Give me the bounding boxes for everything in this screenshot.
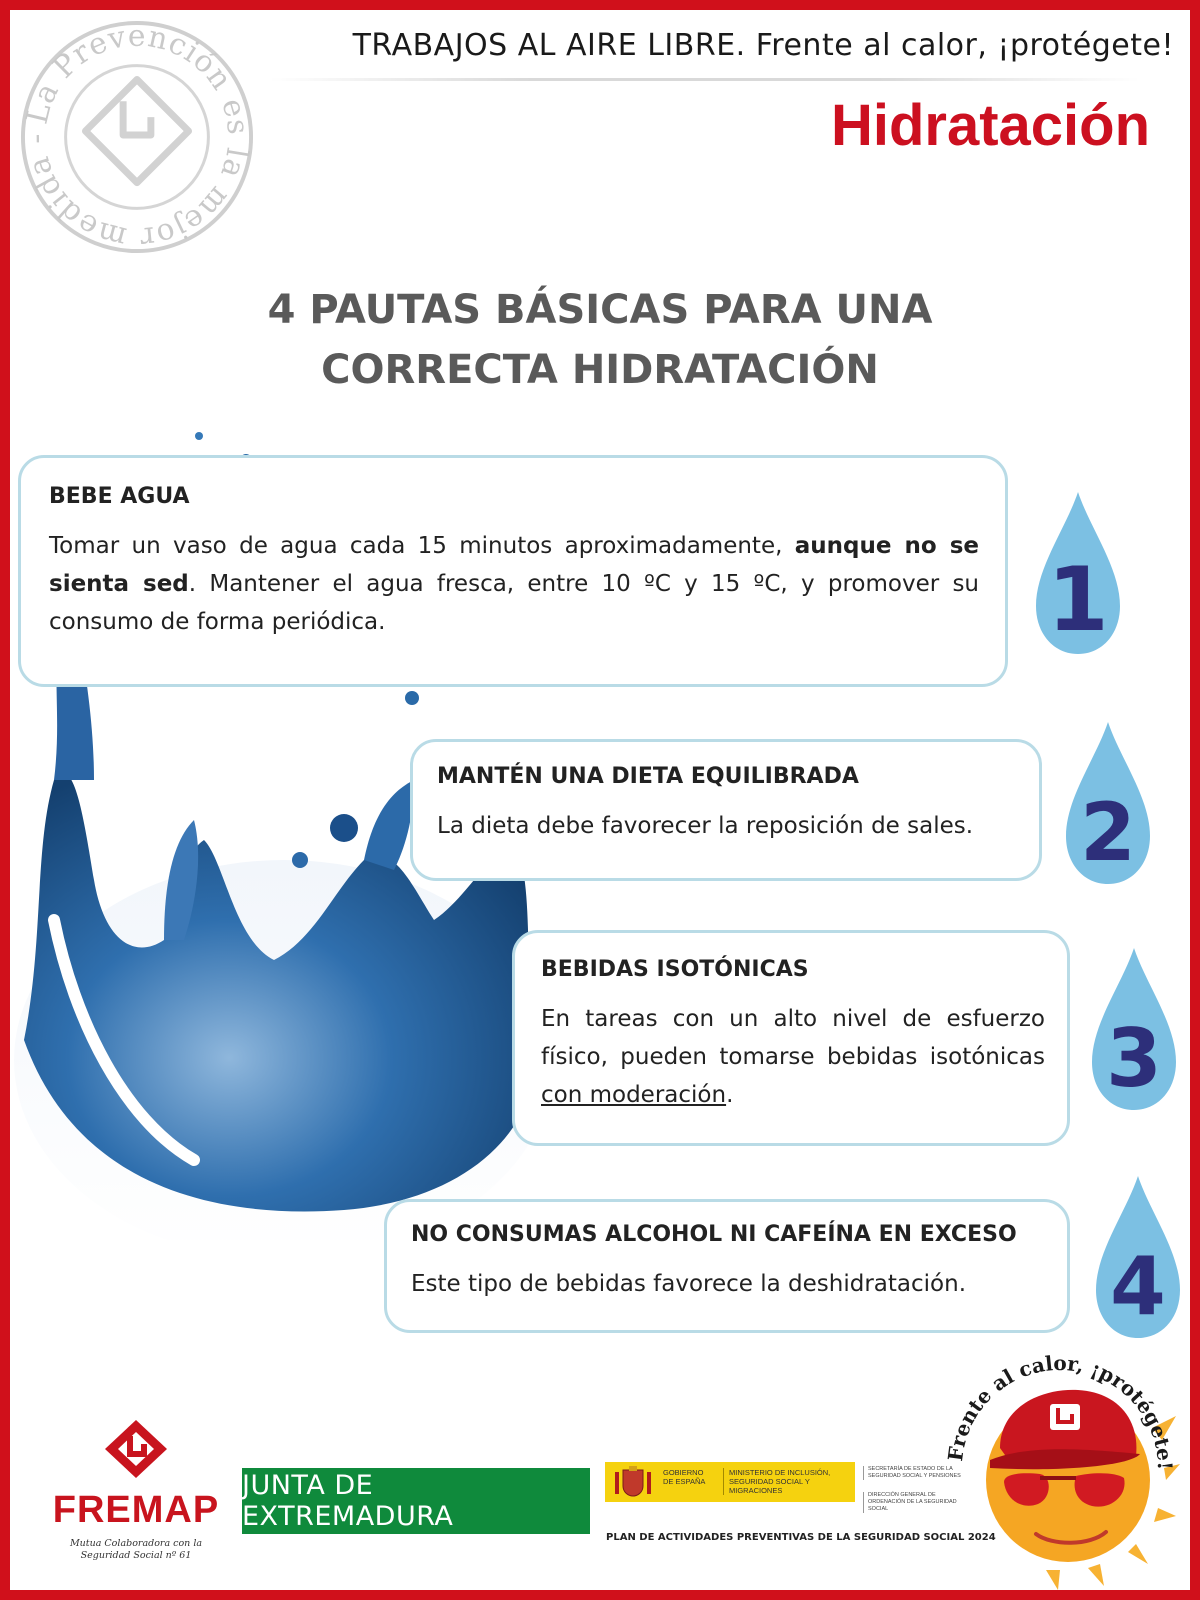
coat-of-arms-icon bbox=[613, 1466, 653, 1498]
guideline-text-3-underlined: con moderación bbox=[541, 1082, 727, 1108]
guideline-card-4 bbox=[384, 1199, 1070, 1333]
header-divider bbox=[270, 78, 1140, 81]
guideline-card-1 bbox=[18, 455, 1008, 687]
drop-number-3: 3 bbox=[1106, 1012, 1162, 1105]
guideline-title-2: MANTÉN UNA DIETA EQUILIBRADA bbox=[437, 764, 859, 789]
prevention-seal-icon bbox=[18, 18, 256, 256]
fremap-logo bbox=[46, 1418, 226, 1578]
guideline-text-1 bbox=[49, 527, 979, 641]
main-heading-line2: CORRECTA HIDRATACIÓN bbox=[321, 347, 879, 393]
direccion-text: DIRECCIÓN GENERAL DE ORDENACIÓN DE LA SEGURIDAD SOCIAL bbox=[863, 1492, 963, 1513]
drop-number-1: 1 bbox=[1047, 548, 1109, 651]
fremap-logo-icon bbox=[101, 1418, 171, 1480]
plan-actividades-text: PLAN DE ACTIVIDADES PREVENTIVAS DE LA SEGURIDAD SOCIAL 2024 bbox=[606, 1532, 996, 1543]
ministerio-text: MINISTERIO DE INCLUSIÓN, SEGURIDAD SOCIAL Y MIGRACIONES bbox=[723, 1468, 851, 1495]
guideline-text-3-part2: . bbox=[726, 1082, 734, 1108]
seal-text: La Prevención es la mejor medida - bbox=[18, 18, 256, 256]
junta-extremadura-logo: JUNTA DE EXTREMADURA bbox=[242, 1468, 590, 1534]
gobierno-text: GOBIERNO DE ESPAÑA bbox=[663, 1468, 706, 1486]
secretaria-text: SECRETARÍA DE ESTADO DE LA SEGURIDAD SOCIAL Y PENSIONES bbox=[863, 1466, 963, 1480]
guideline-text-1-part2: . Mantener el agua fresca, entre 10 ºC y 15 ºC, y promover su consumo de forma periódica. bbox=[49, 571, 979, 635]
guideline-title-1: BEBE AGUA bbox=[49, 484, 190, 509]
drop-number-2: 2 bbox=[1080, 786, 1136, 879]
water-drop-icon bbox=[1086, 944, 1182, 1114]
water-drop-icon bbox=[1090, 1172, 1186, 1342]
guideline-text-3 bbox=[541, 1000, 1045, 1114]
guideline-title-3: BEBIDAS ISOTÓNICAS bbox=[541, 957, 809, 982]
guideline-text-2: La dieta debe favorecer la reposición de sales. bbox=[437, 813, 974, 839]
guideline-text-4: Este tipo de bebidas favorece la deshidratación. bbox=[411, 1271, 967, 1297]
badge-text: Frente al calor, ¡protégete! bbox=[943, 1350, 1178, 1471]
guideline-text-3-part1: En tareas con un alto nivel de esfuerzo físico, pueden tomarse bebidas isotónicas bbox=[541, 1006, 1045, 1070]
sun-cap-sunglasses-badge-icon bbox=[940, 1338, 1180, 1590]
guideline-text-1-part1: Tomar un vaso de agua cada 15 minutos aproximadamente, bbox=[49, 533, 795, 559]
fremap-subtitle-line1: Mutua Colaboradora con la bbox=[69, 1538, 203, 1549]
fremap-subtitle bbox=[46, 1538, 226, 1562]
campaign-title: TRABAJOS AL AIRE LIBRE. Frente al calor, ¡protégete! bbox=[352, 28, 1174, 63]
main-heading bbox=[180, 280, 1020, 400]
gobierno-yellow-band bbox=[605, 1462, 855, 1502]
guideline-title-4: NO CONSUMAS ALCOHOL NI CAFEÍNA EN EXCESO bbox=[411, 1222, 1017, 1247]
fremap-subtitle-line2: Seguridad Social nº 61 bbox=[80, 1550, 192, 1561]
fremap-name: FREMAP bbox=[52, 1489, 220, 1531]
guideline-card-2 bbox=[410, 739, 1042, 881]
water-drop-icon bbox=[1060, 718, 1156, 888]
section-title: Hidratación bbox=[830, 93, 1150, 158]
drop-number-4: 4 bbox=[1110, 1240, 1166, 1333]
gobierno-espana-logo bbox=[605, 1462, 965, 1562]
main-heading-line1: 4 PAUTAS BÁSICAS PARA UNA bbox=[267, 287, 933, 333]
guideline-card-3 bbox=[512, 930, 1070, 1146]
guideline-text-1-bold: aunque no se sienta sed bbox=[49, 533, 979, 597]
water-drop-icon bbox=[1030, 488, 1126, 658]
